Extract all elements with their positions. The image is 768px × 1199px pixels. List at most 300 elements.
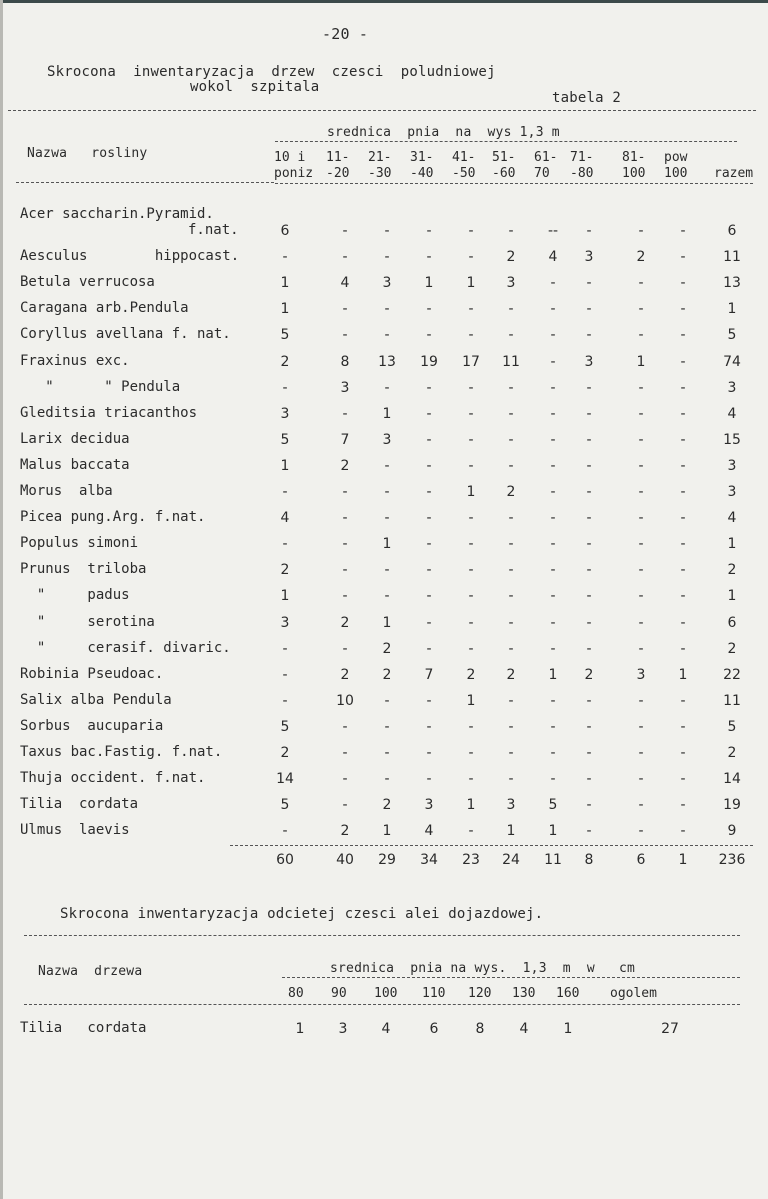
row-cell: - <box>468 431 474 448</box>
row-cell: 2 <box>340 823 350 840</box>
col-header-bottom: -40 <box>410 166 434 181</box>
row-cell: - <box>426 457 432 474</box>
row-cell: 15 <box>723 431 741 448</box>
row-cell: - <box>342 405 348 422</box>
row-name: Tilia cordata <box>20 796 139 813</box>
row-cell: - <box>638 562 644 579</box>
row-cell: 2 <box>340 666 350 683</box>
row-cell: 1 <box>678 666 688 683</box>
row-cell: - <box>508 223 514 239</box>
row-cell: - <box>508 405 514 422</box>
row-cell: 7 <box>340 431 350 448</box>
row-cell: - <box>550 353 556 370</box>
row-cell: - <box>426 405 432 422</box>
page-number: -20 - <box>322 25 369 43</box>
row-cell: - <box>384 301 390 318</box>
row-cell: - <box>586 431 592 448</box>
col-header-bottom: -50 <box>452 166 476 181</box>
row-cell: - <box>508 301 514 318</box>
row-cell: - <box>426 510 432 527</box>
row-cell: 14 <box>276 771 294 788</box>
row-cell: - <box>508 745 514 761</box>
row-cell: 1 <box>382 405 392 422</box>
col-header-bottom: 100 <box>622 166 646 181</box>
row-cell: 2 <box>382 640 392 657</box>
row-cell: 6 <box>727 614 737 631</box>
row-cell: - <box>680 823 686 840</box>
row-cell: - <box>680 484 686 500</box>
row-name: Taxus bac.Fastig. f.nat. <box>20 744 223 760</box>
row-cell: - <box>680 327 686 344</box>
row-cell: - <box>426 431 432 448</box>
row-cell: - <box>508 431 514 448</box>
table1-totals-rule <box>230 845 753 846</box>
row-cell: - <box>638 640 644 657</box>
table2-title: Skrocona inwentaryzacja odcietej czesci alei dojazdowej. <box>60 906 544 922</box>
row-cell: 1 <box>466 275 476 292</box>
row-cell: - <box>586 327 592 344</box>
total-cell: 1 <box>678 852 688 868</box>
row-cell: - <box>282 484 288 500</box>
row-cell: 3 <box>727 484 737 500</box>
row-cell: - <box>680 562 686 579</box>
row-cell: - <box>384 223 390 239</box>
row-cell: 2 <box>280 353 290 370</box>
col-header-bottom: -80 <box>570 166 594 181</box>
row-cell: 4 <box>424 823 434 840</box>
row-cell: 3 <box>636 666 646 683</box>
row-cell: - <box>342 301 348 318</box>
row-cell: 6 <box>429 1021 439 1037</box>
row-cell: - <box>468 379 474 396</box>
row-cell: - <box>680 405 686 422</box>
row-cell: - <box>550 457 556 474</box>
row-cell: 13 <box>378 353 396 370</box>
row-cell: - <box>342 327 348 344</box>
row-cell: - <box>468 301 474 318</box>
row-cell: - <box>342 562 348 579</box>
col-header-bottom: 70 <box>534 166 550 181</box>
row-cell: - <box>508 562 514 579</box>
row-cell: 2 <box>466 666 476 683</box>
row-name: Betula verrucosa <box>20 274 155 291</box>
row-cell: - <box>426 536 432 553</box>
row-cell: - <box>550 745 556 761</box>
row-cell: 2 <box>340 457 350 474</box>
col-header-bottom: -30 <box>368 166 392 181</box>
row-name: Ulmus laevis <box>20 822 130 839</box>
row-cell: - <box>586 223 592 239</box>
col-header-top: 61- <box>534 150 558 165</box>
row-cell: - <box>586 457 592 474</box>
row-cell: - <box>638 745 644 761</box>
row-cell: - <box>426 223 432 239</box>
row-cell: - <box>384 249 390 266</box>
row-name: Robinia Pseudoac. <box>20 665 164 682</box>
row-cell: - <box>638 457 644 474</box>
table2-group-header: srednica pnia na wys. 1,3 m w cm <box>330 961 636 976</box>
row-cell: 3 <box>382 275 392 292</box>
row-cell: 1 <box>382 823 392 840</box>
total-cell: 6 <box>636 852 646 868</box>
row-cell: - <box>282 536 288 553</box>
table1-label: tabela 2 <box>552 90 622 106</box>
row-cell: 4 <box>340 275 350 292</box>
row-cell: - <box>680 275 686 292</box>
row-cell: - <box>586 562 592 579</box>
row-cell: - <box>342 223 348 239</box>
row-cell: 2 <box>727 745 737 761</box>
row-cell: - <box>680 536 686 553</box>
row-cell: - <box>342 797 348 814</box>
row-cell: - <box>586 797 592 814</box>
row-cell: - <box>468 510 474 527</box>
row-cell: 2 <box>584 666 594 683</box>
row-cell: 2 <box>727 562 737 579</box>
row-cell: 11 <box>723 692 741 709</box>
table2-top-rule <box>24 935 740 936</box>
row-cell: - <box>638 771 644 788</box>
col-header-top: 51- <box>492 150 516 165</box>
row-cell: - <box>550 405 556 422</box>
row-cell: - <box>342 588 348 605</box>
row-cell: 1 <box>636 353 646 370</box>
row-cell: 3 <box>584 353 594 370</box>
row-cell: - <box>426 640 432 657</box>
total-cell: 60 <box>276 852 294 868</box>
row-cell: - <box>680 771 686 788</box>
col-header-bottom: razem <box>714 166 754 181</box>
row-cell: - <box>550 771 556 788</box>
row-name: Populus simoni <box>20 535 139 552</box>
col-header: ogolem <box>610 986 657 1001</box>
row-cell: - <box>680 745 686 761</box>
row-cell: - <box>550 510 556 527</box>
row-cell: 3 <box>424 797 434 814</box>
row-cell: - <box>550 379 556 396</box>
row-cell: - <box>586 718 592 735</box>
col-header: 160 <box>556 986 580 1001</box>
row-cell: - <box>426 745 432 761</box>
row-cell: 22 <box>723 666 741 683</box>
row-cell: - <box>550 614 556 631</box>
row-cell: - <box>468 718 474 735</box>
table1-title-line2: wokol szpitala <box>190 79 320 95</box>
row-cell: - <box>680 457 686 474</box>
row-cell: - <box>468 405 474 422</box>
row-cell: - <box>638 431 644 448</box>
row-cell: 2 <box>382 797 392 814</box>
row-cell: 3 <box>727 379 737 396</box>
row-cell: 11 <box>502 353 520 370</box>
row-name: Thuja occident. f.nat. <box>20 770 206 787</box>
row-cell: - <box>586 536 592 553</box>
row-cell: 1 <box>280 588 290 605</box>
col-header-bottom: -60 <box>492 166 516 181</box>
row-cell: 1 <box>727 301 737 318</box>
row-cell: 1 <box>506 823 516 840</box>
row-cell: 3 <box>382 431 392 448</box>
row-name: " " Pendula <box>20 378 181 395</box>
row-cell: - <box>342 536 348 553</box>
col-header-top: 11- <box>326 150 350 165</box>
row-cell: 4 <box>548 249 558 266</box>
row-cell: 4 <box>519 1021 529 1037</box>
row-cell: - <box>508 718 514 735</box>
total-cell: 8 <box>584 852 594 868</box>
row-cell: 2 <box>280 745 290 761</box>
row-cell: 10 <box>336 692 354 709</box>
row-cell: 5 <box>280 327 290 344</box>
row-cell: - <box>426 327 432 344</box>
col-header-bottom: -20 <box>326 166 350 181</box>
col-header-top: 21- <box>368 150 392 165</box>
row-cell: - <box>384 457 390 474</box>
total-cell: 40 <box>336 852 354 868</box>
row-cell: 2 <box>636 249 646 266</box>
row-cell: 1 <box>382 614 392 631</box>
row-cell: - <box>342 640 348 657</box>
row-cell: - <box>282 666 288 683</box>
row-cell: - <box>426 588 432 605</box>
col-header-top: 10 i <box>274 150 306 165</box>
col-header: 110 <box>422 986 446 1001</box>
row-cell: - <box>508 771 514 788</box>
row-cell: 4 <box>280 510 290 527</box>
row-cell: - <box>384 327 390 344</box>
row-cell: - <box>468 223 474 239</box>
row-name: " padus <box>20 587 130 604</box>
row-cell: - <box>282 823 288 840</box>
row-cell: 1 <box>280 275 290 292</box>
row-cell: - <box>680 249 686 266</box>
row-cell: - <box>468 823 474 840</box>
row-cell: 9 <box>727 823 737 840</box>
row-cell: - <box>426 718 432 735</box>
row-name: Morus alba <box>20 483 113 499</box>
row-cell: - <box>586 614 592 631</box>
total-cell: 236 <box>718 852 746 868</box>
row-cell: - <box>468 745 474 761</box>
row-cell: 2 <box>506 484 516 500</box>
row-cell: - <box>638 510 644 527</box>
row-cell: 3 <box>340 379 350 396</box>
row-cell: 1 <box>727 588 737 605</box>
row-name: Prunus triloba <box>20 561 147 578</box>
row-cell: 4 <box>727 405 737 422</box>
row-cell: - <box>586 823 592 840</box>
row-cell: - <box>638 379 644 396</box>
row-cell: - <box>468 249 474 266</box>
row-cell: - <box>342 249 348 266</box>
row-cell: 2 <box>506 666 516 683</box>
row-cell: 4 <box>381 1021 391 1037</box>
row-cell: - <box>508 327 514 344</box>
row-cell: - <box>638 405 644 422</box>
col-header: 120 <box>468 986 492 1001</box>
row-cell: - <box>468 457 474 474</box>
row-name: Picea pung.Arg. f.nat. <box>20 509 206 526</box>
row-cell: 1 <box>382 536 392 553</box>
row-cell: - <box>680 692 686 709</box>
row-cell: - <box>426 614 432 631</box>
row-cell: - <box>586 484 592 500</box>
table1-group-rule <box>275 141 737 142</box>
row-cell: - <box>680 588 686 605</box>
row-cell: - <box>384 379 390 396</box>
page-top-edge <box>0 0 768 3</box>
row-cell: - <box>638 797 644 814</box>
row-cell: - <box>638 301 644 318</box>
row-cell: - <box>550 275 556 292</box>
row-cell: - <box>550 536 556 553</box>
table2-header-rule <box>24 1004 740 1005</box>
row-name: Caragana arb.Pendula <box>20 300 189 317</box>
row-cell: 1 <box>563 1021 573 1037</box>
row-cell: - <box>586 405 592 422</box>
total-cell: 11 <box>544 852 562 868</box>
row-cell: - <box>384 745 390 761</box>
row-cell: - <box>342 718 348 735</box>
row-cell: 7 <box>424 666 434 683</box>
total-cell: 34 <box>420 852 438 868</box>
row-cell: - <box>384 692 390 709</box>
row-name: Coryllus avellana f. nat. <box>20 326 231 343</box>
col-header-bottom: 100 <box>664 166 688 181</box>
row-name: " cerasif. divaric. <box>20 639 231 656</box>
col-header: 80 <box>288 986 304 1001</box>
row-cell: - <box>638 223 644 239</box>
row-cell: 8 <box>475 1021 485 1037</box>
row-cell: - <box>550 640 556 657</box>
row-cell: - <box>426 562 432 579</box>
row-cell: - <box>342 510 348 527</box>
row-cell: - <box>426 301 432 318</box>
row-cell: - <box>638 327 644 344</box>
row-cell: - <box>680 718 686 735</box>
total-cell: 23 <box>462 852 480 868</box>
row-cell: - <box>550 588 556 605</box>
row-cell: - <box>468 327 474 344</box>
row-cell: - <box>508 510 514 527</box>
row-cell: 1 <box>424 275 434 292</box>
table2-name-header: Nazwa drzewa <box>38 964 143 979</box>
col-header-top: 81- <box>622 150 646 165</box>
row-cell: - <box>468 771 474 788</box>
row-cell: 19 <box>420 353 438 370</box>
row-cell: 1 <box>548 666 558 683</box>
row-cell: - <box>586 771 592 788</box>
row-cell: 1 <box>280 301 290 318</box>
row-cell: - <box>508 614 514 631</box>
row-cell: - <box>586 379 592 396</box>
row-name: Tilia cordata <box>20 1020 147 1036</box>
row-name: Malus baccata <box>20 456 130 473</box>
col-header-top: 41- <box>452 150 476 165</box>
row-cell: 6 <box>280 223 290 239</box>
row-cell: 1 <box>466 797 476 814</box>
row-cell: - <box>680 640 686 657</box>
row-cell: 17 <box>462 353 480 370</box>
table1-group-header: srednica pnia na wys 1,3 m <box>327 125 560 140</box>
row-cell: - <box>638 823 644 840</box>
row-cell: 2 <box>340 614 350 631</box>
row-cell: 27 <box>661 1021 679 1037</box>
row-cell: 2 <box>382 666 392 683</box>
col-header-top: 31- <box>410 150 434 165</box>
row-cell: - <box>680 614 686 631</box>
row-cell: - <box>586 692 592 709</box>
row-cell: - <box>468 588 474 605</box>
total-cell: 29 <box>378 852 396 868</box>
row-cell: 1 <box>548 823 558 840</box>
row-cell: 5 <box>548 797 558 814</box>
row-cell: - <box>426 692 432 709</box>
row-cell: 3 <box>338 1021 348 1037</box>
row-cell: - <box>680 301 686 318</box>
row-cell: - <box>638 718 644 735</box>
row-cell: - <box>468 536 474 553</box>
col-header-top: 71- <box>570 150 594 165</box>
row-cell: - <box>508 457 514 474</box>
col-header-top: pow <box>664 150 688 165</box>
row-cell: - <box>468 614 474 631</box>
row-cell: 5 <box>727 718 737 735</box>
row-cell: - <box>426 484 432 500</box>
row-cell: - <box>282 640 288 657</box>
row-cell: - <box>586 275 592 292</box>
row-cell: - <box>638 484 644 500</box>
col-header: 90 <box>331 986 347 1001</box>
row-cell: 11 <box>723 249 741 266</box>
row-cell: - <box>586 588 592 605</box>
row-cell: 74 <box>723 353 741 370</box>
row-cell: - <box>550 484 556 500</box>
row-cell: - <box>282 379 288 396</box>
col-header-bottom: poniz <box>274 166 314 181</box>
row-cell: - <box>282 692 288 709</box>
row-cell: 1 <box>466 484 476 500</box>
row-cell: 2 <box>727 640 737 657</box>
row-cell: - <box>508 692 514 709</box>
row-cell: - <box>586 510 592 527</box>
row-cell: 8 <box>340 353 350 370</box>
row-name: Sorbus aucuparia <box>20 717 164 734</box>
row-cell: 13 <box>723 275 741 292</box>
col-header: 130 <box>512 986 536 1001</box>
row-cell: - <box>384 718 390 735</box>
row-cell: 5 <box>727 327 737 344</box>
row-cell: - <box>342 745 348 761</box>
row-name-continued: f.nat. <box>188 222 239 238</box>
row-cell: 6 <box>727 223 737 239</box>
row-cell: - <box>680 510 686 527</box>
row-cell: - <box>550 301 556 318</box>
row-name: Aesculus hippocast. <box>20 248 240 265</box>
page-left-edge <box>0 0 3 1199</box>
row-cell: 5 <box>280 718 290 735</box>
row-cell: - <box>680 797 686 814</box>
row-cell: - <box>550 718 556 735</box>
row-cell: 1 <box>295 1021 305 1037</box>
row-cell: - <box>586 640 592 657</box>
row-cell: - <box>550 692 556 709</box>
row-cell: - <box>638 614 644 631</box>
row-cell: 19 <box>723 797 741 814</box>
row-cell: 3 <box>506 275 516 292</box>
row-cell: - <box>384 510 390 527</box>
row-cell: - <box>550 431 556 448</box>
